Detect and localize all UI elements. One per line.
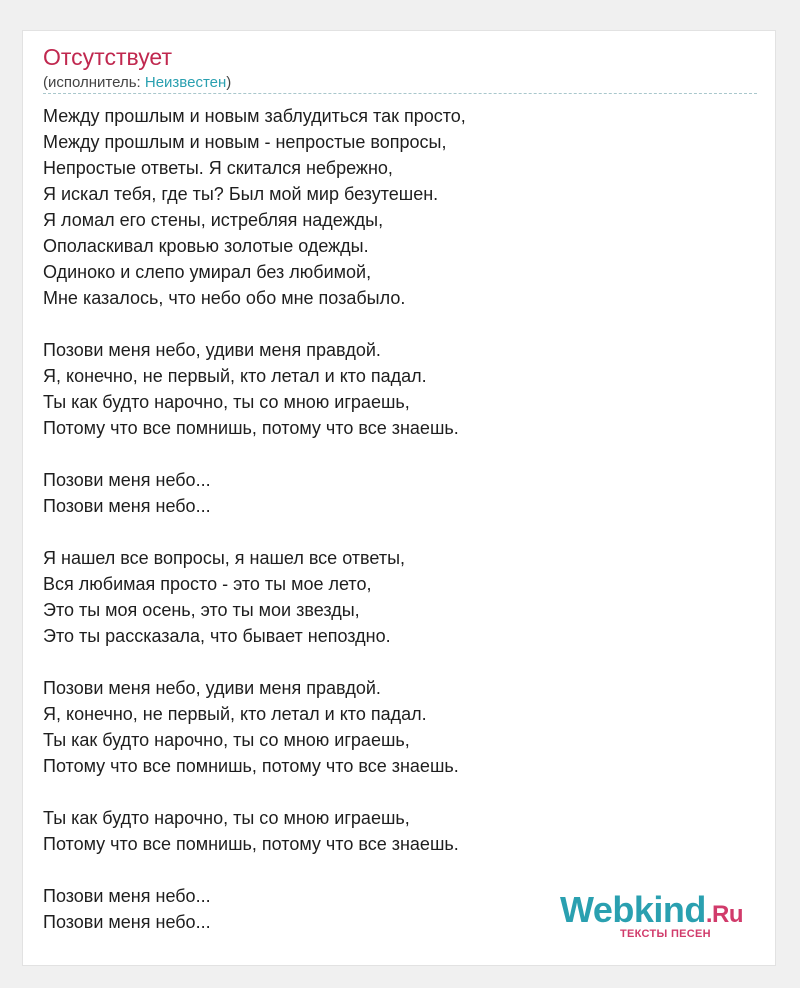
lyrics-line: Я нашел все вопросы, я нашел все ответы, [43,548,406,568]
lyrics-line: Вся любимая просто - это ты мое лето, [43,574,372,594]
lyrics-line: Позови меня небо, удиви меня правдой. [43,340,381,360]
lyrics-line: Это ты моя осень, это ты мои звезды, [43,600,360,620]
lyrics-body [43,103,466,935]
lyrics-line: Я искал тебя, где ты? Был мой мир безутешен. [43,184,439,204]
lyrics-line: Потому что все помнишь, потому что все знаешь. [43,834,459,854]
lyrics-line: Ополаскивал кровью золотые одежды. [43,236,369,256]
lyrics-line: Позови меня небо, удиви меня правдой. [43,678,381,698]
lyrics-line: Потому что все помнишь, потому что все знаешь. [43,418,459,438]
lyrics-stanza [43,337,466,441]
lyrics-stanza [43,805,466,857]
artist-line [43,73,231,93]
lyrics-line: Ты как будто нарочно, ты со мною играешь, [43,730,410,750]
lyrics-stanza [43,467,466,519]
lyrics-line: Между прошлым и новым заблудиться так просто, [43,106,466,126]
lyrics-line: Это ты рассказала, что бывает непоздно. [43,626,391,646]
lyrics-card [22,30,776,966]
lyrics-line: Непростые ответы. Я скитался небрежно, [43,158,393,178]
artist-suffix: ) [226,74,232,91]
lyrics-stanza [43,883,466,935]
lyrics-line: Позови меня небо... [43,470,211,490]
logo-tld: .Ru [705,901,744,928]
lyrics-stanza [43,545,466,649]
lyrics-stanza [43,103,466,311]
lyrics-line: Между прошлым и новым - непростые вопросы, [43,132,447,152]
lyrics-line: Я, конечно, не первый, кто летал и кто падал. [43,704,427,724]
webkind-logo[interactable] [560,889,756,940]
lyrics-line: Одиноко и слепо умирал без любимой, [43,262,372,282]
logo-name: Webkind [560,889,706,930]
lyrics-line: Потому что все помнишь, потому что все знаешь. [43,756,459,776]
lyrics-line: Я ломал его стены, истребляя надежды, [43,210,384,230]
lyrics-line: Я, конечно, не первый, кто летал и кто падал. [43,366,427,386]
lyrics-stanza [43,675,466,779]
title-divider [43,93,757,94]
artist-prefix: (исполнитель: [43,74,145,91]
lyrics-line: Ты как будто нарочно, ты со мною играешь, [43,808,410,828]
lyrics-line: Позови меня небо... [43,886,211,906]
lyrics-line: Ты как будто нарочно, ты со мною играешь, [43,392,410,412]
artist-link[interactable]: Неизвестен [144,74,227,91]
song-title: Отсутствует [43,44,172,70]
logo-tagline: ТЕКСТЫ ПЕСЕН [620,928,711,940]
lyrics-line: Позови меня небо... [43,912,211,932]
lyrics-line: Позови меня небо... [43,496,211,516]
lyrics-line: Мне казалось, что небо обо мне позабыло. [43,288,406,308]
